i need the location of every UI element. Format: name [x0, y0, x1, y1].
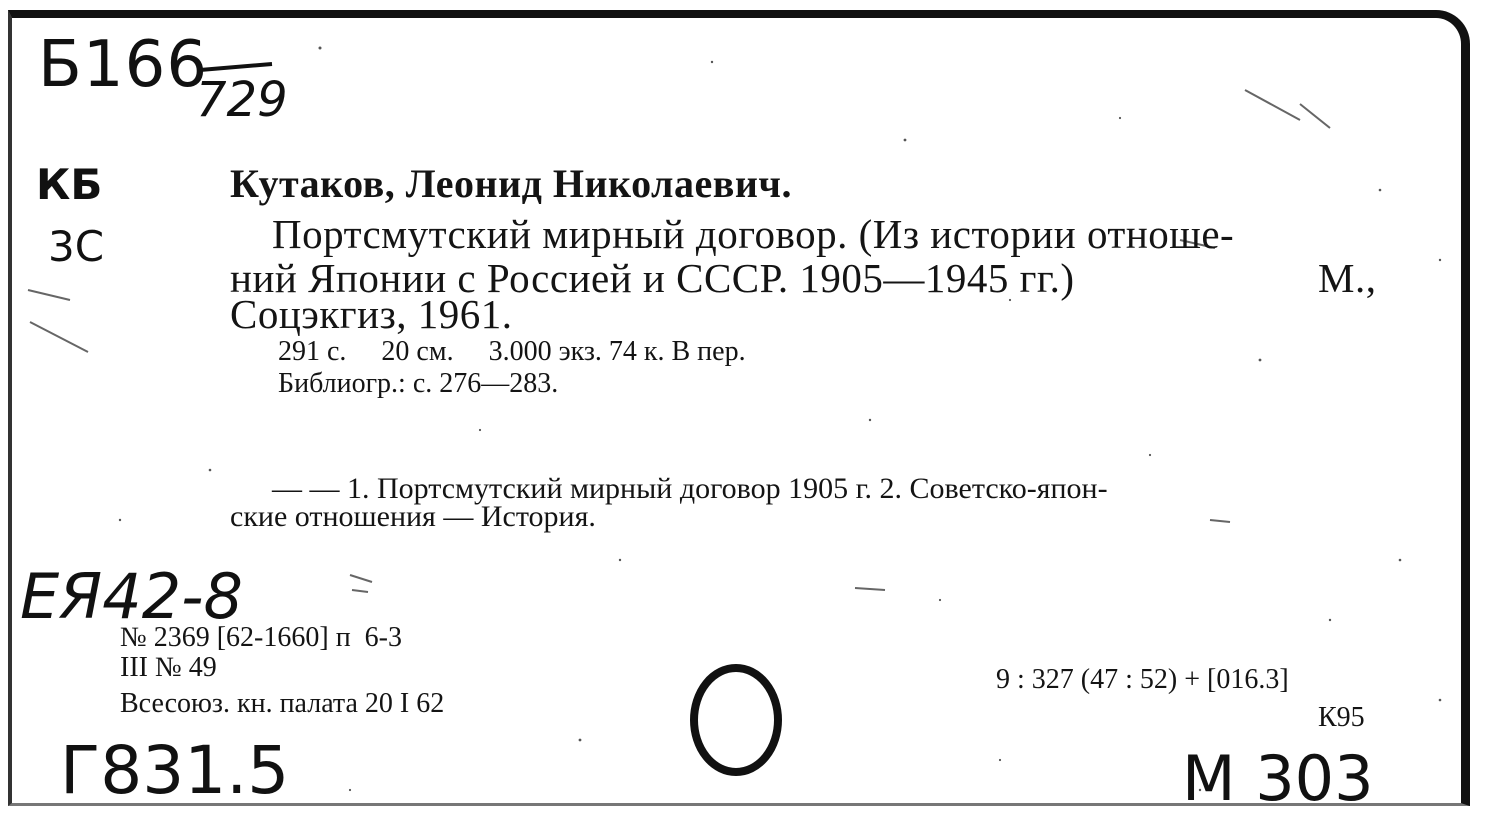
cutter-number: К95 [1318, 702, 1365, 733]
physical-description: 291 с. 20 см. 3.000 экз. 74 к. В пер. [278, 336, 746, 367]
bibliography-note: Библиогр.: с. 276—283. [278, 368, 559, 399]
publication-place: М., [1318, 255, 1377, 301]
number-line: № 2369 [62-1660] п 6-3 [120, 622, 402, 653]
handwritten-kb: КБ [36, 160, 103, 209]
subjects-line-1: — — 1. Портсмутский мирный договор 1905 г. 2. Советско-япон- [272, 472, 1108, 505]
handwritten-fraction: 729 [196, 72, 288, 128]
subjects-line-2: ские отношения — История. [230, 500, 596, 533]
title-line-3: Соцэкгиз, 1961. [230, 291, 513, 337]
author-heading: Кутаков, Леонид Николаевич. [230, 161, 792, 206]
iii-line: III № 49 [120, 652, 217, 683]
title-line-1: Портсмутский мирный договор. (Из истории отноше- [272, 211, 1235, 257]
handwritten-bottom-left: Г831.5 [60, 732, 290, 809]
book-chamber-line: Всесоюз. кн. палата 20 I 62 [120, 688, 445, 719]
handwritten-shelfmark: Б166 [38, 28, 209, 102]
title-line-2: ний Японии с Россией и СССР. 1905—1945 гг.) [230, 255, 1075, 301]
handwritten-3c: 3С [48, 222, 105, 271]
handwritten-left-code: ЕЯ42-8 [20, 560, 243, 633]
handwritten-bottom-right: М 303 [1182, 742, 1374, 815]
classification-code: 9 : 327 (47 : 52) + [016.3] [996, 664, 1289, 695]
